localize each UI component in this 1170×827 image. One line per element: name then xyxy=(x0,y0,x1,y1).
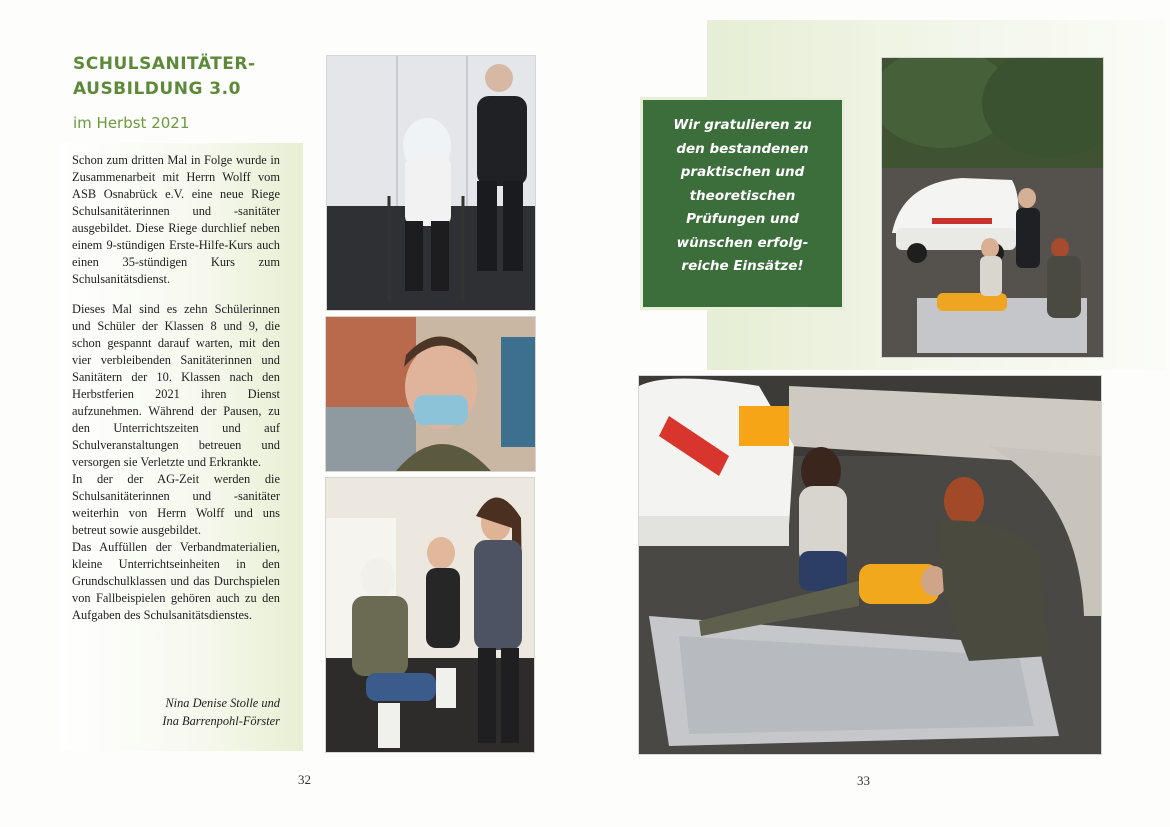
photo-face-shield-image xyxy=(327,56,535,310)
paragraph-2: Dieses Mal sind es zehn Schülerinnen und Schüler der Klassen 8 und 9, die schon gespannt darauf warten, mit den vier verbleibenden Sanitäterinnen und Sanitätern der 10. Klassen nach den Herbstferien 2021 ihren Dienst aufzunehmen. Während der Pausen, zu den Unterrichtszeiten und auf Schulveranstaltungen betreuen und versorgen sie Verletzte und Erkrankte. xyxy=(72,302,280,469)
author-line-2: Ina Barrenpohl-Förster xyxy=(162,714,280,728)
page-number-right: 33 xyxy=(857,773,870,788)
page-number-left: 32 xyxy=(298,772,311,787)
photo-emergency-image xyxy=(639,376,1101,754)
article-subtitle: im Herbst 2021 xyxy=(73,114,190,132)
photo-head-bandage-training xyxy=(325,477,535,753)
photo-head-bandage-image xyxy=(326,478,534,752)
paragraph-4: Das Auffüllen der Verbandmaterialien, kleine Unterrichtseinheiten in den Grundschulklassen und das Durchspielen von Fallbeispielen gehören auch zu den Aufgaben des Schulsanitätsdienstes. xyxy=(72,540,280,622)
photo-outdoor-car-image xyxy=(882,58,1103,357)
photo-outdoor-car-scene xyxy=(881,57,1104,358)
photo-face-shield-training xyxy=(326,55,536,311)
title-line-2: AUSBILDUNG 3.0 xyxy=(73,79,241,99)
congratulations-box xyxy=(640,97,845,310)
congrats-line-3: praktischen und xyxy=(680,164,805,180)
congrats-line-7: reiche Einsätze! xyxy=(681,258,804,274)
photo-emergency-simulation xyxy=(638,375,1102,755)
photo-boy-with-mask xyxy=(325,316,536,472)
congratulations-text xyxy=(643,114,842,279)
congrats-line-1: Wir gratulieren zu xyxy=(673,117,812,133)
congrats-line-5: Prüfungen und xyxy=(686,211,799,227)
photo-boy-mask-image xyxy=(326,317,535,471)
author-line-1: Nina Denise Stolle und xyxy=(165,696,280,710)
paragraph-1: Schon zum dritten Mal in Folge wurde in Zusammenarbeit mit Herrn Wolff vom ASB Osnabrück e.V. eine neue Riege Schulsanitäterinnen und -sanitäter ausgebildet. Diese Riege durchlief neben einem 9-stündigen Erste-Hilfe-Kurs auch einen 35-stündigen Kurs zum Schulsanitätsdienst. xyxy=(72,153,280,286)
congrats-line-4: theoretischen xyxy=(689,187,796,204)
title-line-1: SCHULSANITÄTER- xyxy=(73,54,256,74)
article-body xyxy=(72,152,280,624)
paragraph-3: In der der AG-Zeit werden die Schulsanitäterinnen und -sanitäter weiterhin von Herrn Wolff und uns betreut sowie ausgebildet. xyxy=(72,472,280,537)
article-title xyxy=(73,52,313,102)
congrats-line-6: wünschen erfolg- xyxy=(676,234,809,251)
congrats-line-2: den bestandenen xyxy=(676,140,809,157)
article-authors xyxy=(100,694,280,730)
